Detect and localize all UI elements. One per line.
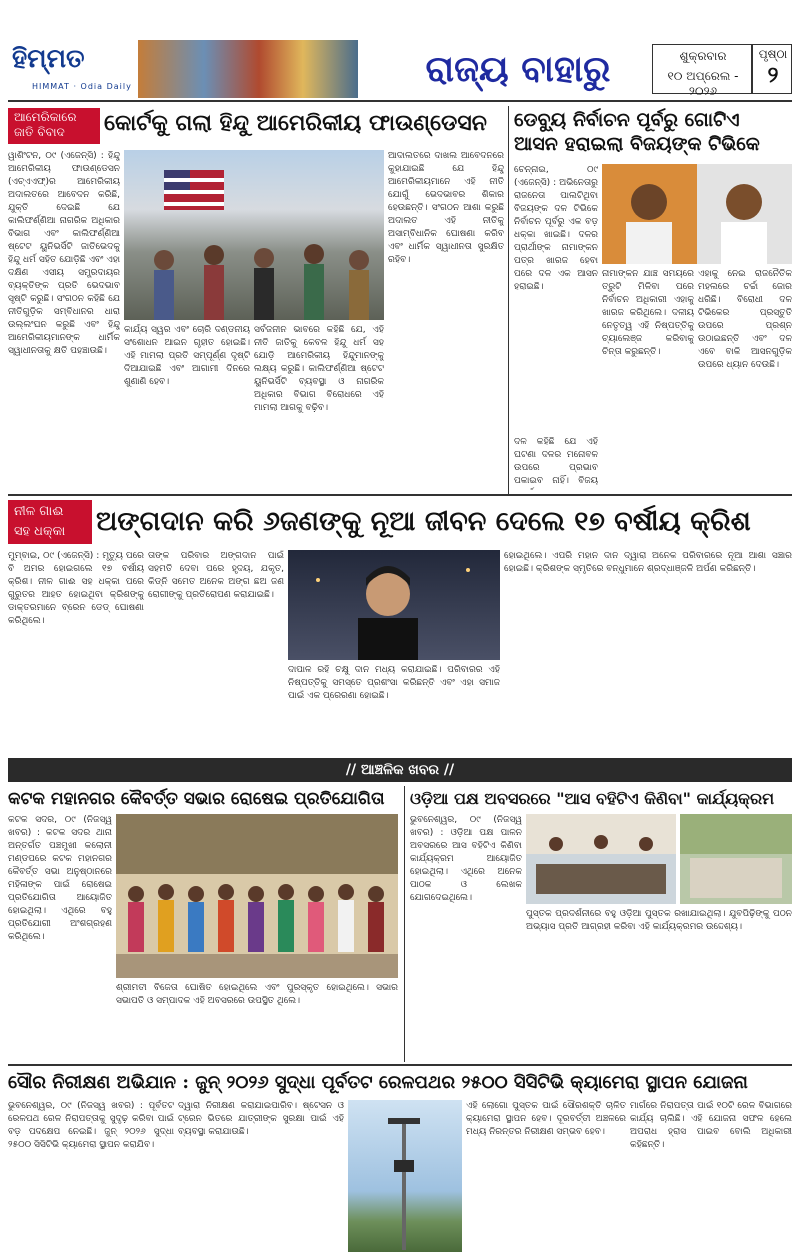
book-fair-photo-1	[526, 814, 676, 904]
regional-group-photo	[116, 814, 398, 978]
story1-col4: ଆଦାଲତରେ ଦାଖଲ ଆବେଦନରେ କୁହାଯାଇଛି ଯେ ହିନ୍ଦୁ ଆମେରିକୀୟମାନେ ଏହି ନୀତି ଯୋଗୁଁ ଭେଦଭାବର ଶିକାର ହେଉଛନ୍ତି। ସଂଗଠନ ଆଶା କରୁଛି ଅଦାଲତ ଏହି ନୀତିକୁ ଅସାମ୍ବିଧାନିକ ଘୋଷଣା କରିବ ଏବଂ ଧାର୍ମିକ ସ୍ୱାଧୀନତା ସୁରକ୍ଷିତ ରହିବ।	[388, 151, 504, 265]
story1-col2b: କାର୍ଯ୍ୟ ସ୍ୱର ଏବଂ ଚୋରି ଦଣ୍ଡନୀୟ ସଂଶୋଧନ ଆଇନ ଗୃହୀତ ହୋଇଛି। ଏହି ମାମଲା ପ୍ରତି ସମ୍ପୂର୍ଣ୍ଣ ଦୃଷ୍ଟି ଦିଆଯାଇଛି ଏବଂ ଆଗାମୀ ଦିନରେ ଶୁଣାଣି ହେବ।	[124, 325, 250, 387]
book-fair-illustration-2	[680, 814, 792, 904]
page-label: ପୃଷ୍ଠା	[758, 47, 788, 61]
cctv-pole-photo	[348, 1100, 462, 1252]
story1-col1: ୱାଶିଂଟନ, ୦୯ (ଏଜେନ୍ସି) : ହିନ୍ଦୁ ଆମେରିକୀୟ ଫାଉଣ୍ଡେସନ (ଏଚ୍‌ଏଏଫ୍‌)ର ଆମେରିକୀୟ ଅଦାଲତରେ ଆବେଦନ କରିଛି, ଯୁକ୍ତି ଦେଇଛି ଯେ କାଲିଫର୍ଣ୍ଣିଆ ନାଗରିକ ଅଧିକାର ବିଭାଗ ଏବଂ କାଲିଫର୍ଣ୍ଣିଆ ଷ୍ଟେଟ ୟୁନିଭର୍ସିଟି ଜାତିଭେଦକୁ ହିନ୍ଦୁ ଧର୍ମ ସହିତ ଯୋଡ଼ିଛି ଏବଂ ଏହା ଦକ୍ଷିଣ ଏସୀୟ ସମ୍ପ୍ରଦାୟର ବ୍ୟକ୍ତିଙ୍କ ପ୍ରତି ଭେଦଭାବ ସୃଷ୍ଟି କରୁଛି। ସଂଗଠନ କହିଛି ଯେ ନୀତିଗୁଡ଼ିକ ସମ୍ବିଧାନର ଧାରା ଉଲ୍ଲଂଘନ କରୁଛି ଏବଂ ହିନ୍ଦୁ ଆମେରିକୀୟମାନଙ୍କ ଧାର୍ମିକ ସ୍ୱାଧୀନତାକୁ କ୍ଷତି ପହଞ୍ଚାଉଛି।	[8, 151, 120, 356]
page-number-box	[752, 44, 792, 94]
regional-right-body: ଭୁବନେଶ୍ୱର, ୦୯ (ନିଜସ୍ୱ ଖବର) : ଓଡ଼ିଆ ପକ୍ଷ ପାଳନ ଅବସରରେ ଆସ ବହିଟିଏ କିଣିବା କାର୍ଯ୍ୟକ୍ରମ ଆୟୋଜିତ ହୋଇଥିଲା। ଏଥିରେ ଅନେକ ପାଠକ ଓ ଲେଖକ ଯୋଗଦେଇଥିଲେ।	[410, 815, 522, 903]
story3-col1: ମୁମ୍ବାଇ, ୦୯ (ଏଜେନ୍ସି) : ମୃତ୍ୟୁ ପରେ ବି ଅମର ହୋଇଗଲେ ୧୭ ବର୍ଷୀୟ କ୍ରିଶ। ନୀଳ ଗାଈ ସହ ଧକ୍କା ପରେ ଗୁରୁତର ଆହତ ହୋଇଥିବା କ୍ରିଶଙ୍କୁ ଡାକ୍ତରମାନେ ବ୍ରେନ ଡେଡ୍ ଘୋଷଣା କରିଥିଲେ।	[8, 551, 144, 626]
date-box	[652, 44, 752, 98]
section-title: ରାଜ୍ୟ ବାହାରୁ	[425, 48, 611, 90]
story3-kicker-line1: ନୀଳ ଗାଈ	[14, 504, 64, 519]
regional-left-headline: କଟକ ମହାନଗର କୈବର୍ତ୍ତ ସଭାର ରୋଷେଇ ପ୍ରତିଯୋଗିତା	[8, 789, 385, 809]
issue-day: ଶୁକ୍ରବାର	[679, 49, 727, 63]
page-number: ୨	[767, 63, 779, 88]
book-fair-photo-2	[680, 814, 792, 904]
portraits-illustration	[602, 164, 792, 264]
story4-col3: ଏହି ଲୋଗୋ ପୁସ୍ତକ ପାଇଁ ସୌରଶକ୍ତି ଚାଳିତ କ୍ୟାମେରା ସ୍ଥାପନ ହେବ। ଦୂରବର୍ତ୍ତୀ ଅଞ୍ଚଳରେ ମଧ୍ୟ ନିରନ୍ତର ନିରୀକ୍ଷଣ ସମ୍ଭବ ହେବ।	[466, 1101, 626, 1137]
story3-kicker-line2: ସହ ଧକ୍କା	[14, 524, 66, 539]
story4-col4: ମାର୍ଗରେ ନିରାପତ୍ତା ପାଇଁ ୧୦ଟି ରେଳ ବିଭାଗରେ କାର୍ଯ୍ୟ ଚାଲିଛି। ଏହି ଯୋଜନା ସଫଳ ହେଲେ ଅପରାଧ ହ୍ରାସ ପାଇବ ବୋଲି ଅଧିକାରୀ କହିଛନ୍ତି।	[630, 1101, 792, 1150]
story4-col2: ଦ୍ୱାରା ନିରୀକ୍ଷଣ କରାଯାଇପାରିବ। ଷ୍ଟେସନ ଓ ଟ୍ରେନ ଭିତରେ ଯାତ୍ରୀଙ୍କ ସୁରକ୍ଷା ପାଇଁ ଏହି ବ୍ୟବସ୍ଥା କରାଯାଉଛି।	[178, 1101, 344, 1137]
logo-title: ହିମ୍ମତ	[12, 44, 85, 74]
story3-headline: ଅଙ୍ଗଦାନ କରି ୬ଜଣଙ୍କୁ ନୂଆ ଜୀବନ ଦେଲେ ୧୭ ବର୍ଷୀୟ କ୍ରିଶ	[96, 506, 751, 537]
story2-col4: ଦଳ କହିଛି ଯେ ଏହି ଘଟଣା ଦଳର ମନୋବଳ ଉପରେ ପ୍ରଭାବ ପକାଇବ ନାହିଁ। ବିଜୟ	[514, 437, 598, 486]
portrait-illustration	[288, 550, 500, 660]
regional-news-band: // ଆଞ୍ଚଳିକ ଖବର //	[8, 758, 792, 782]
story2-headline-line1: ଡେବ୍ୟୁ ନିର୍ବାଚନ ପୂର୍ବରୁ ଗୋଟିଏ	[514, 109, 740, 131]
regional-right-headline: ଓଡ଼ିଆ ପକ୍ଷ ଅବସରରେ "ଆସ ବହିଟିଏ କିଣିବା" କାର୍ଯ୍ୟକ୍ରମ	[410, 789, 775, 808]
story2-col3: ଏହାକୁ ନେଇ ରାଜନୈତିକ ମହଲରେ ଚର୍ଚ୍ଚା ଜୋର ଧରିଛି। ବିରୋଧୀ ଦଳ ଟିଭିକେର ପ୍ରସ୍ତୁତି ଉପରେ ପ୍ରଶ୍ନ ଉଠାଇଛନ୍ତି ଏବଂ ଦଳ ଏବେ ବାକି ଆସନଗୁଡ଼ିକ ଉପରେ ଧ୍ୟାନ ଦେଉଛି।	[698, 269, 792, 370]
section-divider	[8, 494, 792, 496]
newspaper-logo	[8, 40, 138, 98]
story3-portrait-photo	[288, 550, 500, 660]
story4-headline: ସୌର ନିରୀକ୍ଷଣ ଅଭିଯାନ : ଜୁନ୍ ୨୦୨୬ ସୁଦ୍ଧା ପୂର୍ବତଟ ରେଳପଥର ୨୫୦୦ ସିସିଟିଭି କ୍ୟାମେରା ସ୍ଥାପନ ଯୋଜନା	[8, 1072, 748, 1093]
regional-left-body2: ଶ୍ରୀମତୀ ବିଜେତା ଘୋଷିତ ହୋଇଥିଲେ ଏବଂ ପୁରସ୍କୃତ ହୋଇଥିଲେ। ସଭାର ସଭାପତି ଓ ସମ୍ପାଦକ ଏହି ଅବସରରେ ଉପସ୍ଥିତ ଥିଲେ।	[116, 983, 398, 1006]
book-fair-illustration-1	[526, 814, 676, 904]
protest-photo-illustration	[124, 150, 384, 320]
story3-kicker	[8, 500, 92, 544]
story1-protest-photo	[124, 150, 384, 320]
regional-right-body2: ପୁସ୍ତକ ପ୍ରଦର୍ଶନୀରେ ବହୁ ଓଡ଼ିଆ ପୁସ୍ତକ ରଖାଯାଇଥିଲା। ଯୁବପିଢ଼ିଙ୍କୁ ପଠନ ଅଭ୍ୟାସ ପ୍ରତି ଆଗ୍ରହୀ କରିବା ଏହି କାର୍ଯ୍ୟକ୍ରମର ଉଦ୍ଦେଶ୍ୟ।	[526, 909, 792, 932]
cctv-pole-illustration	[348, 1100, 462, 1252]
story2-portraits-photo	[602, 164, 792, 264]
story1-headline: କୋର୍ଟକୁ ଗଲା ହିନ୍ଦୁ ଆମେରିକୀୟ ଫାଉଣ୍ଡେସନ	[104, 110, 487, 136]
story2-headline-line2: ଆସନ ହରାଇଲା ବିଜୟଙ୍କ ଟିଭିକେ	[514, 133, 760, 155]
story2-col2: ନାମାଙ୍କନ ଯାଞ୍ଚ ସମୟରେ ତ୍ରୁଟି ମିଳିବା ପରେ ନିର୍ବାଚନ ଅଧିକାରୀ ଏହାକୁ ଖାରଜ କରିଥିଲେ। ଦଳୀୟ ନେତୃତ୍ୱ ଏହି ନିଷ୍ପତ୍ତିକୁ ଚ୍ୟାଲେଞ୍ଜ କରିବାକୁ ଚିନ୍ତା କରୁଛନ୍ତି।	[602, 269, 694, 357]
story4-col1: ଭୁବନେଶ୍ୱର, ୦୯ (ନିଜସ୍ୱ ଖବର) : ପୂର୍ବତଟ ରେଳପଥ ରେଳ ନିରାପତ୍ତାକୁ ସୁଦୃଢ଼ କରିବା ପାଇଁ ବଡ଼ ପଦକ୍ଷେପ ନେଇଛି। ଜୁନ୍ ୨୦୨୬ ସୁଦ୍ଧା ୨୫୦୦ ସିସିଟିଭି କ୍ୟାମେରା ସ୍ଥାପନ କରାଯିବ।	[8, 1101, 174, 1150]
column-divider-2	[404, 786, 405, 1062]
story1-kicker-line2: ଜାତି ବିବାଦ	[14, 125, 65, 139]
story3-col2: ତାଙ୍କ ପରିବାର ଅଙ୍ଗଦାନ ପାଇଁ ସହମତି ଦେବା ପରେ ହୃଦୟ, ଯକୃତ, କିଡ୍ନି ସମେତ ଅନେକ ଅଙ୍ଗ ଛଅ ଜଣ ରୋଗୀଙ୍କୁ ପ୍ରତିରୋପଣ କରାଯାଇଛି।	[148, 551, 284, 600]
issue-date: ୧୦ ଅପ୍ରେଲ - ୨୦୨୬	[667, 69, 739, 98]
story3-col3: ଦାପାଳ ରହି ଚକ୍ଷୁ ଦାନ ମଧ୍ୟ କରାଯାଇଛି। ପରିବାରର ଏହି ନିଷ୍ପତ୍ତିକୁ ସମସ୍ତେ ପ୍ରଶଂସା କରିଛନ୍ତି ଏବଂ ଏହା ସମାଜ ପାଇଁ ଏକ ପ୍ରେରଣା ହୋଇଛି।	[288, 665, 500, 701]
masthead-photo-montage	[138, 40, 358, 98]
story1-kicker	[8, 108, 100, 144]
column-divider	[508, 106, 509, 494]
story1-kicker-line1: ଆମେରିକାରେ	[14, 110, 77, 124]
story1-col3: ସର୍ବଜନୀନ ଭାବରେ କହିଛି ଯେ, ଏହି ନୀତି ଜାତିକୁ କେବଳ ହିନ୍ଦୁ ଧର୍ମ ସହ ଯୋଡ଼ି ଆମେରିକୀୟ ହିନ୍ଦୁମାନଙ୍କୁ ଲକ୍ଷ୍ୟ କରୁଛି। କାଲିଫର୍ଣ୍ଣିଆ ଷ୍ଟେଟ ୟୁନିଭର୍ସିଟି ବ୍ୟବସ୍ଥା ଓ ନାଗରିକ ଅଧିକାର ବିଭାଗ ବିରୋଧରେ ଏହି ମାମଲା ଆଗକୁ ବଢ଼ିବ।	[254, 325, 384, 413]
story2-headline	[514, 108, 792, 156]
masthead	[8, 40, 792, 102]
group-photo-illustration	[116, 814, 398, 978]
story3-col4: ହୋଇଥିଲେ। ଏପରି ମହାନ ଦାନ ଦ୍ୱାରା ଅନେକ ପରିବାରରେ ନୂଆ ଆଶା ସଞ୍ଚାର ହୋଇଛି। କ୍ରିଶଙ୍କ ସ୍ମୃତିରେ ବନ୍ଧୁମାନେ ଶ୍ରଦ୍ଧାଞ୍ଜଳି ଅର୍ପଣ କରିଛନ୍ତି।	[504, 551, 792, 574]
story2-col1: ଚେନ୍ନାଇ, ୦୯ (ଏଜେନ୍ସି) : ଅଭିନେତାରୁ ରାଜନେତା ପାଲଟିଥିବା ବିଜୟଙ୍କ ଦଳ ଟିଭିକେ ନିର୍ବାଚନ ପୂର୍ବରୁ ଏକ ବଡ଼ ଧକ୍କା ଖାଇଛି। ଦଳର ପ୍ରାର୍ଥୀଙ୍କ ନାମାଙ୍କନ ପତ୍ର ଖାରଜ ହେବା ପରେ ଦଳ ଏକ ଆସନ ହରାଇଛି।	[514, 165, 598, 292]
section-divider-2	[8, 1064, 792, 1066]
regional-left-body: କଟକ ସଦର, ୦୯ (ନିଜସ୍ୱ ଖବର) : କଟକ ସଦର ଥାନା ଅନ୍ତର୍ଗତ ପଞ୍ଚମୁଖୀ କଲୋନୀ ମଣ୍ଡପରେ କଟକ ମହାନଗର କୈବର୍ତ୍ତ ସଭା ଅନୁଷ୍ଠାନରେ ମହିଳାଙ୍କ ପାଇଁ ରୋଷେଇ ପ୍ରତିଯୋଗିତା ଆୟୋଜିତ ହୋଇଥିଲା। ଏଥିରେ ବହୁ ପ୍ରତିଯୋଗୀ ଅଂଶଗ୍ରହଣ କରିଥିଲେ।	[8, 815, 112, 942]
logo-subtitle: HIMMAT · Odia Daily	[32, 82, 132, 91]
